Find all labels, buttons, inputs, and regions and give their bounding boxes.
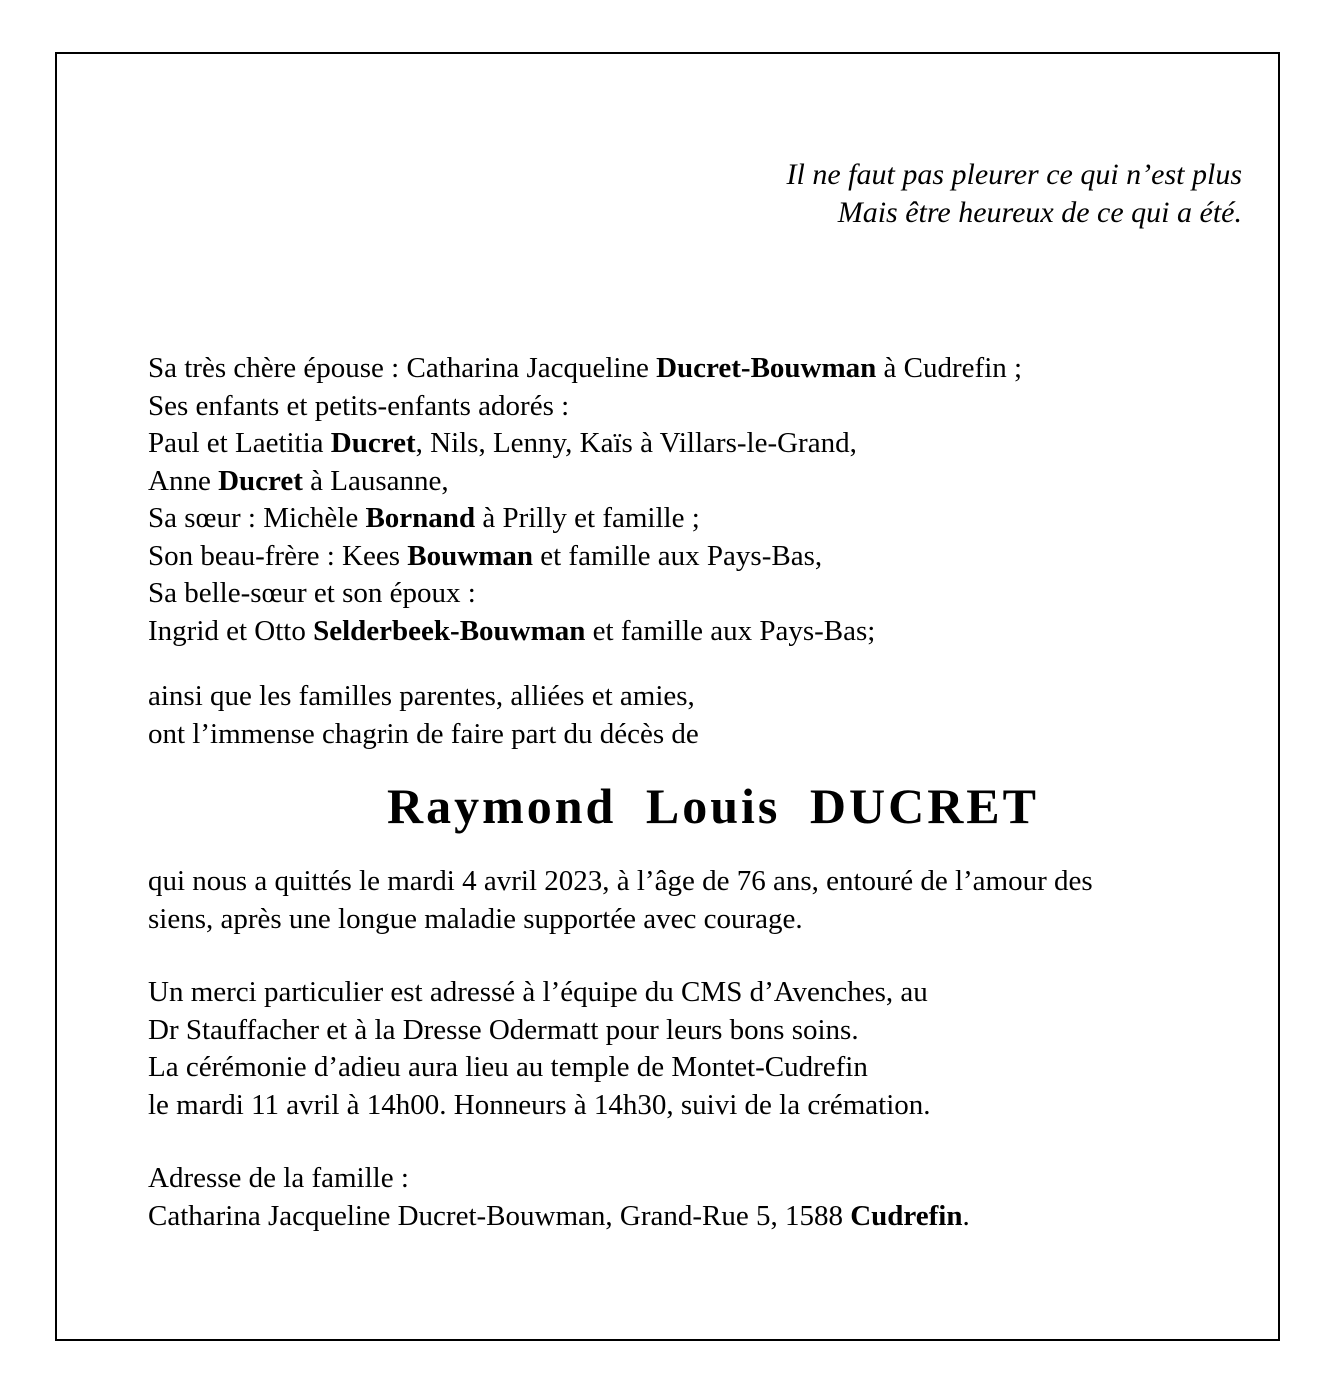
surname-bold: Ducret <box>330 427 416 459</box>
family-paragraph <box>148 350 1278 650</box>
text-segment: siens, après une longue maladie supportée avec courage. <box>148 902 803 935</box>
text-segment: Sa très chère épouse : Catharina Jacqueline <box>148 352 657 384</box>
surname-bold: Cudrefin <box>850 1199 963 1232</box>
text-line <box>148 1012 1278 1050</box>
text-line <box>148 388 1278 426</box>
text-segment: ont l’immense chagrin de faire part du décès de <box>148 717 699 750</box>
text-line <box>148 350 1278 388</box>
intro-paragraph <box>148 678 1278 753</box>
text-segment: Un merci particulier est adressé à l’équipe du CMS d’Avenches, au <box>148 976 928 1008</box>
text-segment: Paul et Laetitia <box>148 427 331 459</box>
text-line <box>148 575 1278 613</box>
death-notice-paragraph <box>148 863 1278 938</box>
surname-bold: Ducret-Bouwman <box>656 352 877 384</box>
text-line <box>148 1087 1278 1125</box>
border-frame <box>55 52 1280 1341</box>
text-line <box>148 1160 1278 1198</box>
text-segment: Dr Stauffacher et à la Dresse Odermatt pour leurs bons soins. <box>148 1013 859 1046</box>
family-address-paragraph <box>148 1160 1278 1235</box>
text-segment: et famille aux Pays-Bas; <box>585 614 876 647</box>
text-line <box>148 538 1278 576</box>
epigraph-line-1: Il ne faut pas pleurer ce qui n’est plus <box>786 158 1242 191</box>
text-segment: La cérémonie d’adieu aura lieu au temple de Montet-Cudrefin <box>148 1051 868 1083</box>
text-segment: Son beau-frère : Kees <box>148 539 408 572</box>
text-segment: Ses enfants et petits-enfants adorés : <box>148 389 570 422</box>
text-segment: à Lausanne, <box>302 464 449 497</box>
text-segment: Ingrid et Otto <box>148 614 314 647</box>
text-line <box>148 678 1278 716</box>
text-segment: , Nils, Lenny, Kaïs à Villars-le-Grand, <box>415 427 857 459</box>
text-segment: Sa sœur : Michèle <box>148 502 366 534</box>
text-segment: Sa belle-sœur et son époux : <box>148 577 476 609</box>
text-segment: ainsi que les familles parentes, alliées et amies, <box>148 680 695 712</box>
text-segment: le mardi 11 avril à 14h00. Honneurs à 14h30, suivi de la crémation. <box>148 1088 931 1121</box>
surname-bold: Bornand <box>365 502 476 534</box>
text-segment: . <box>962 1199 970 1232</box>
text-segment: Adresse de la famille : <box>148 1162 409 1194</box>
text-line <box>148 1198 1278 1236</box>
thanks-ceremony-paragraph <box>148 974 1278 1124</box>
text-segment: Catharina Jacqueline Ducret-Bouwman, Grand-Rue 5, 1588 <box>148 1199 851 1232</box>
text-segment: à Prilly et famille ; <box>475 502 700 534</box>
text-line <box>148 901 1278 939</box>
text-line <box>148 463 1278 501</box>
surname-bold: Bouwman <box>407 539 533 572</box>
epigraph-line-2: Mais être heureux de ce qui a été. <box>837 196 1242 229</box>
text-line <box>148 974 1278 1012</box>
text-line <box>148 1049 1278 1087</box>
text-segment: Anne <box>148 464 219 497</box>
epigraph <box>57 156 1242 232</box>
text-line <box>148 613 1278 651</box>
surname-bold: Ducret <box>218 464 303 497</box>
text-line <box>148 500 1278 538</box>
deceased-name: Raymond Louis DUCRET <box>386 778 1039 834</box>
announcement-body <box>148 350 1278 1235</box>
text-segment: à Cudrefin ; <box>876 352 1023 384</box>
text-line <box>148 425 1278 463</box>
text-line <box>148 863 1278 901</box>
text-line <box>148 716 1278 754</box>
text-segment: et famille aux Pays-Bas, <box>532 539 823 572</box>
surname-bold: Selderbeek-Bouwman <box>313 614 586 647</box>
text-segment: qui nous a quittés le mardi 4 avril 2023, à l’âge de 76 ans, entouré de l’amour des <box>148 865 1093 897</box>
